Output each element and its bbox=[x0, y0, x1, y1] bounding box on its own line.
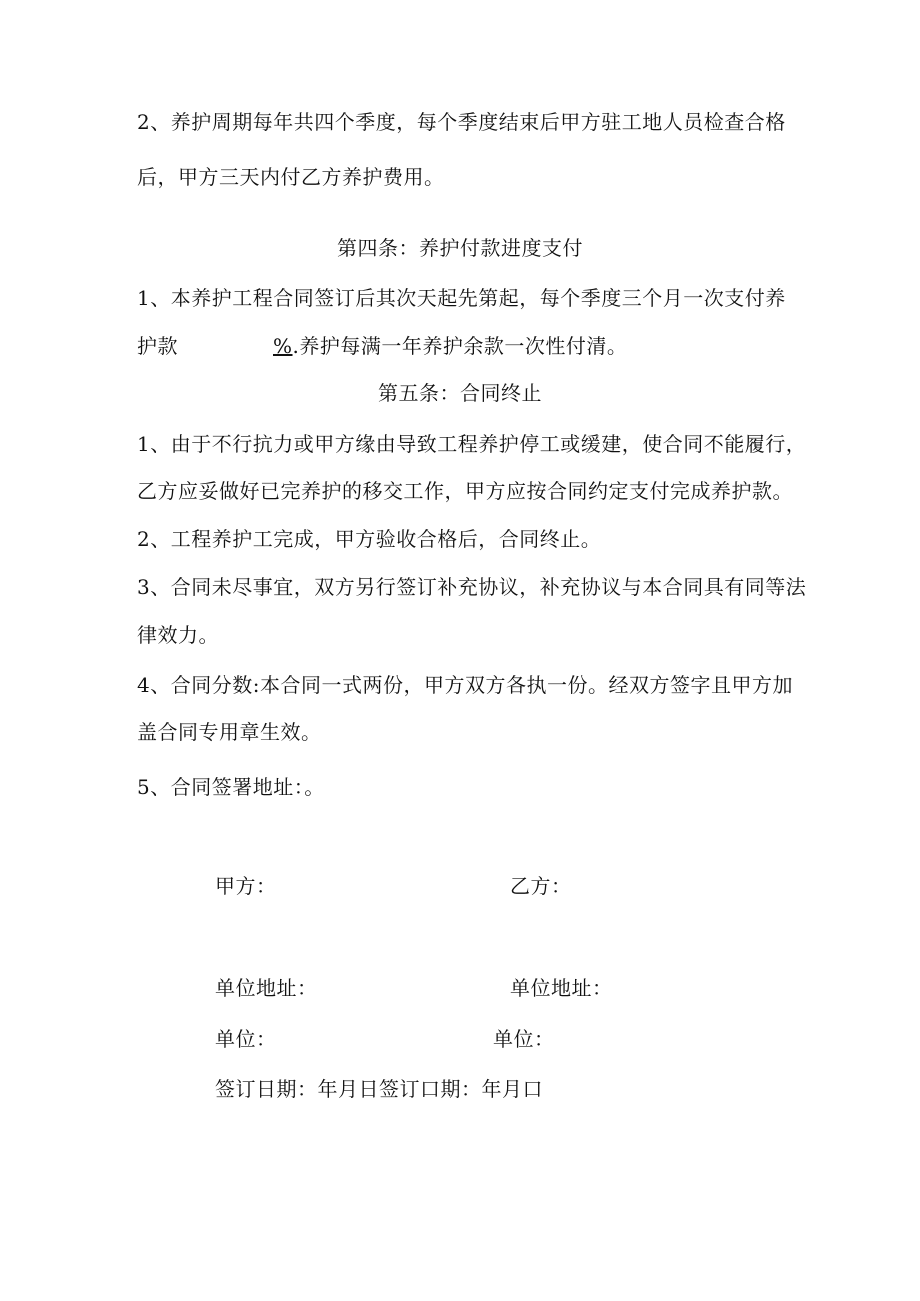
clause4-item1-start: 护款 bbox=[137, 334, 178, 358]
party-a-address-label: 单位地址： bbox=[215, 976, 318, 1000]
party-a-unit-label: 单位： bbox=[215, 1027, 277, 1051]
clause5-item1-line2: 乙方应妥做好已完养护的移交工作，甲方应按合同约定支付完成养护款。 bbox=[137, 479, 793, 503]
clause5-item3-line1: 3、合同未尽事宜，双方另行签订补充协议，补充协议与本合同具有同等法 bbox=[137, 575, 807, 599]
clause5-item3-line2: 律效力。 bbox=[137, 623, 219, 647]
party-b-address-label: 单位地址： bbox=[510, 976, 613, 1000]
party-b-label: 乙方： bbox=[510, 874, 572, 898]
clause5-item4-line1: 4、合同分数:本合同一式两份，甲方双方各执一份。经双方签字且甲方加 bbox=[137, 673, 793, 697]
signing-dates-line: 签订日期：年月日签订口期：年月口 bbox=[215, 1077, 543, 1101]
clause5-item2: 2、工程养护工完成，甲方验收合格后，合同终止。 bbox=[137, 527, 602, 551]
clause3-item2-line2: 后，甲方三天内付乙方养护费用。 bbox=[137, 165, 445, 189]
clause5-item4-line2: 盖合同专用章生效。 bbox=[137, 720, 322, 744]
clause5-item5: 5、合同签署地址：。 bbox=[137, 775, 325, 799]
party-a-label: 甲方： bbox=[215, 874, 277, 898]
clause4-item1-line2 bbox=[137, 334, 627, 358]
clause4-item1-end: .养护每满一年养护余款一次性付清。 bbox=[292, 334, 628, 358]
clause5-item1-line1: 1、由于不行抗力或甲方缘由导致工程养护停工或缓建，使合同不能履行， bbox=[137, 432, 807, 456]
clause3-item2-line1: 2、养护周期每年共四个季度，每个季度结束后甲方驻工地人员检查合格 bbox=[137, 110, 786, 134]
clause5-heading: 第五条：合同终止 bbox=[378, 381, 542, 405]
clause4-heading: 第四条：养护付款进度支付 bbox=[337, 236, 583, 260]
clause4-item1-line1: 1、本养护工程合同签订后其次天起先第起，每个季度三个月一次支付养 bbox=[137, 286, 786, 310]
party-b-unit-label: 单位： bbox=[493, 1027, 555, 1051]
percent-sign: % bbox=[273, 334, 293, 358]
